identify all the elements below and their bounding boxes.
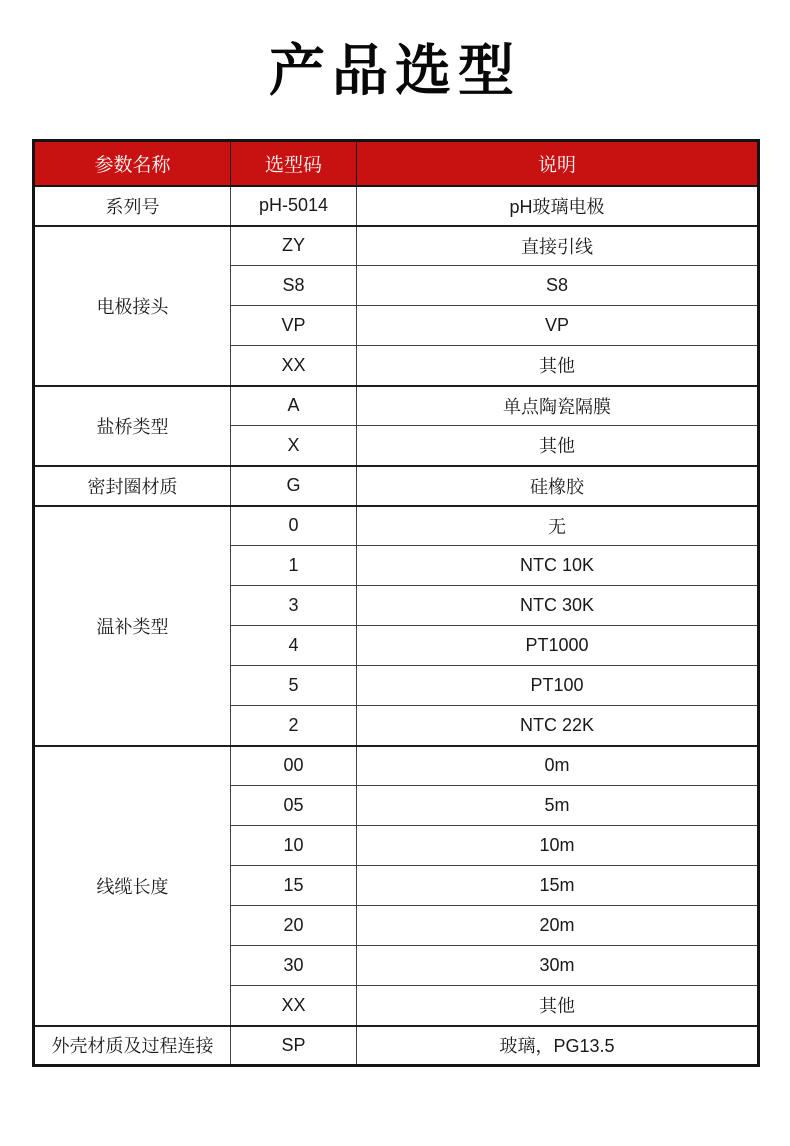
code-cell: XX <box>231 986 357 1026</box>
param-cell: 外壳材质及过程连接 <box>34 1026 231 1066</box>
code-cell: VP <box>231 306 357 346</box>
header-row <box>34 141 759 186</box>
code-cell: 0 <box>231 506 357 546</box>
page-title: 产品选型 <box>269 39 521 102</box>
desc-cell: NTC 22K <box>357 706 759 746</box>
table-row <box>34 506 759 546</box>
product-selection-table <box>32 139 760 1067</box>
code-cell: 5 <box>231 666 357 706</box>
desc-cell: 其他 <box>357 986 759 1026</box>
desc-cell: PT100 <box>357 666 759 706</box>
desc-cell: 无 <box>357 506 759 546</box>
desc-cell: 5m <box>357 786 759 826</box>
code-cell: 2 <box>231 706 357 746</box>
table-row <box>34 1026 759 1066</box>
param-cell: 系列号 <box>34 186 231 226</box>
code-cell: ZY <box>231 226 357 266</box>
code-cell: 05 <box>231 786 357 826</box>
table-row <box>34 226 759 266</box>
desc-cell: 30m <box>357 946 759 986</box>
desc-cell: 15m <box>357 866 759 906</box>
code-cell: SP <box>231 1026 357 1066</box>
param-cell: 密封圈材质 <box>34 466 231 506</box>
header-cell-selection-code: 选型码 <box>231 141 357 186</box>
table-row <box>34 386 759 426</box>
desc-cell: 20m <box>357 906 759 946</box>
desc-cell: pH玻璃电极 <box>357 186 759 226</box>
table-header-row <box>34 141 759 186</box>
desc-cell: 直接引线 <box>357 226 759 266</box>
code-cell: 15 <box>231 866 357 906</box>
param-cell: 温补类型 <box>34 506 231 746</box>
code-cell: pH-5014 <box>231 186 357 226</box>
code-cell: 1 <box>231 546 357 586</box>
code-cell: X <box>231 426 357 466</box>
desc-cell: 单点陶瓷隔膜 <box>357 386 759 426</box>
code-cell: 00 <box>231 746 357 786</box>
desc-cell: 其他 <box>357 346 759 386</box>
code-cell: 3 <box>231 586 357 626</box>
desc-cell: 10m <box>357 826 759 866</box>
code-cell: 4 <box>231 626 357 666</box>
param-cell: 电极接头 <box>34 226 231 386</box>
table-row <box>34 746 759 786</box>
code-cell: A <box>231 386 357 426</box>
table-row <box>34 186 759 226</box>
desc-cell: S8 <box>357 266 759 306</box>
code-cell: 10 <box>231 826 357 866</box>
header-cell-description: 说明 <box>357 141 759 186</box>
param-cell: 线缆长度 <box>34 746 231 1026</box>
desc-cell: 0m <box>357 746 759 786</box>
table-row <box>34 466 759 506</box>
desc-cell: NTC 30K <box>357 586 759 626</box>
desc-cell: PT1000 <box>357 626 759 666</box>
desc-cell: 玻璃，PG13.5 <box>357 1026 759 1066</box>
table-body <box>34 186 759 1066</box>
desc-cell: 硅橡胶 <box>357 466 759 506</box>
desc-cell: NTC 10K <box>357 546 759 586</box>
code-cell: S8 <box>231 266 357 306</box>
code-cell: 30 <box>231 946 357 986</box>
code-cell: G <box>231 466 357 506</box>
desc-cell: 其他 <box>357 426 759 466</box>
param-cell: 盐桥类型 <box>34 386 231 466</box>
desc-cell: VP <box>357 306 759 346</box>
code-cell: 20 <box>231 906 357 946</box>
code-cell: XX <box>231 346 357 386</box>
header-cell-param-name: 参数名称 <box>34 141 231 186</box>
